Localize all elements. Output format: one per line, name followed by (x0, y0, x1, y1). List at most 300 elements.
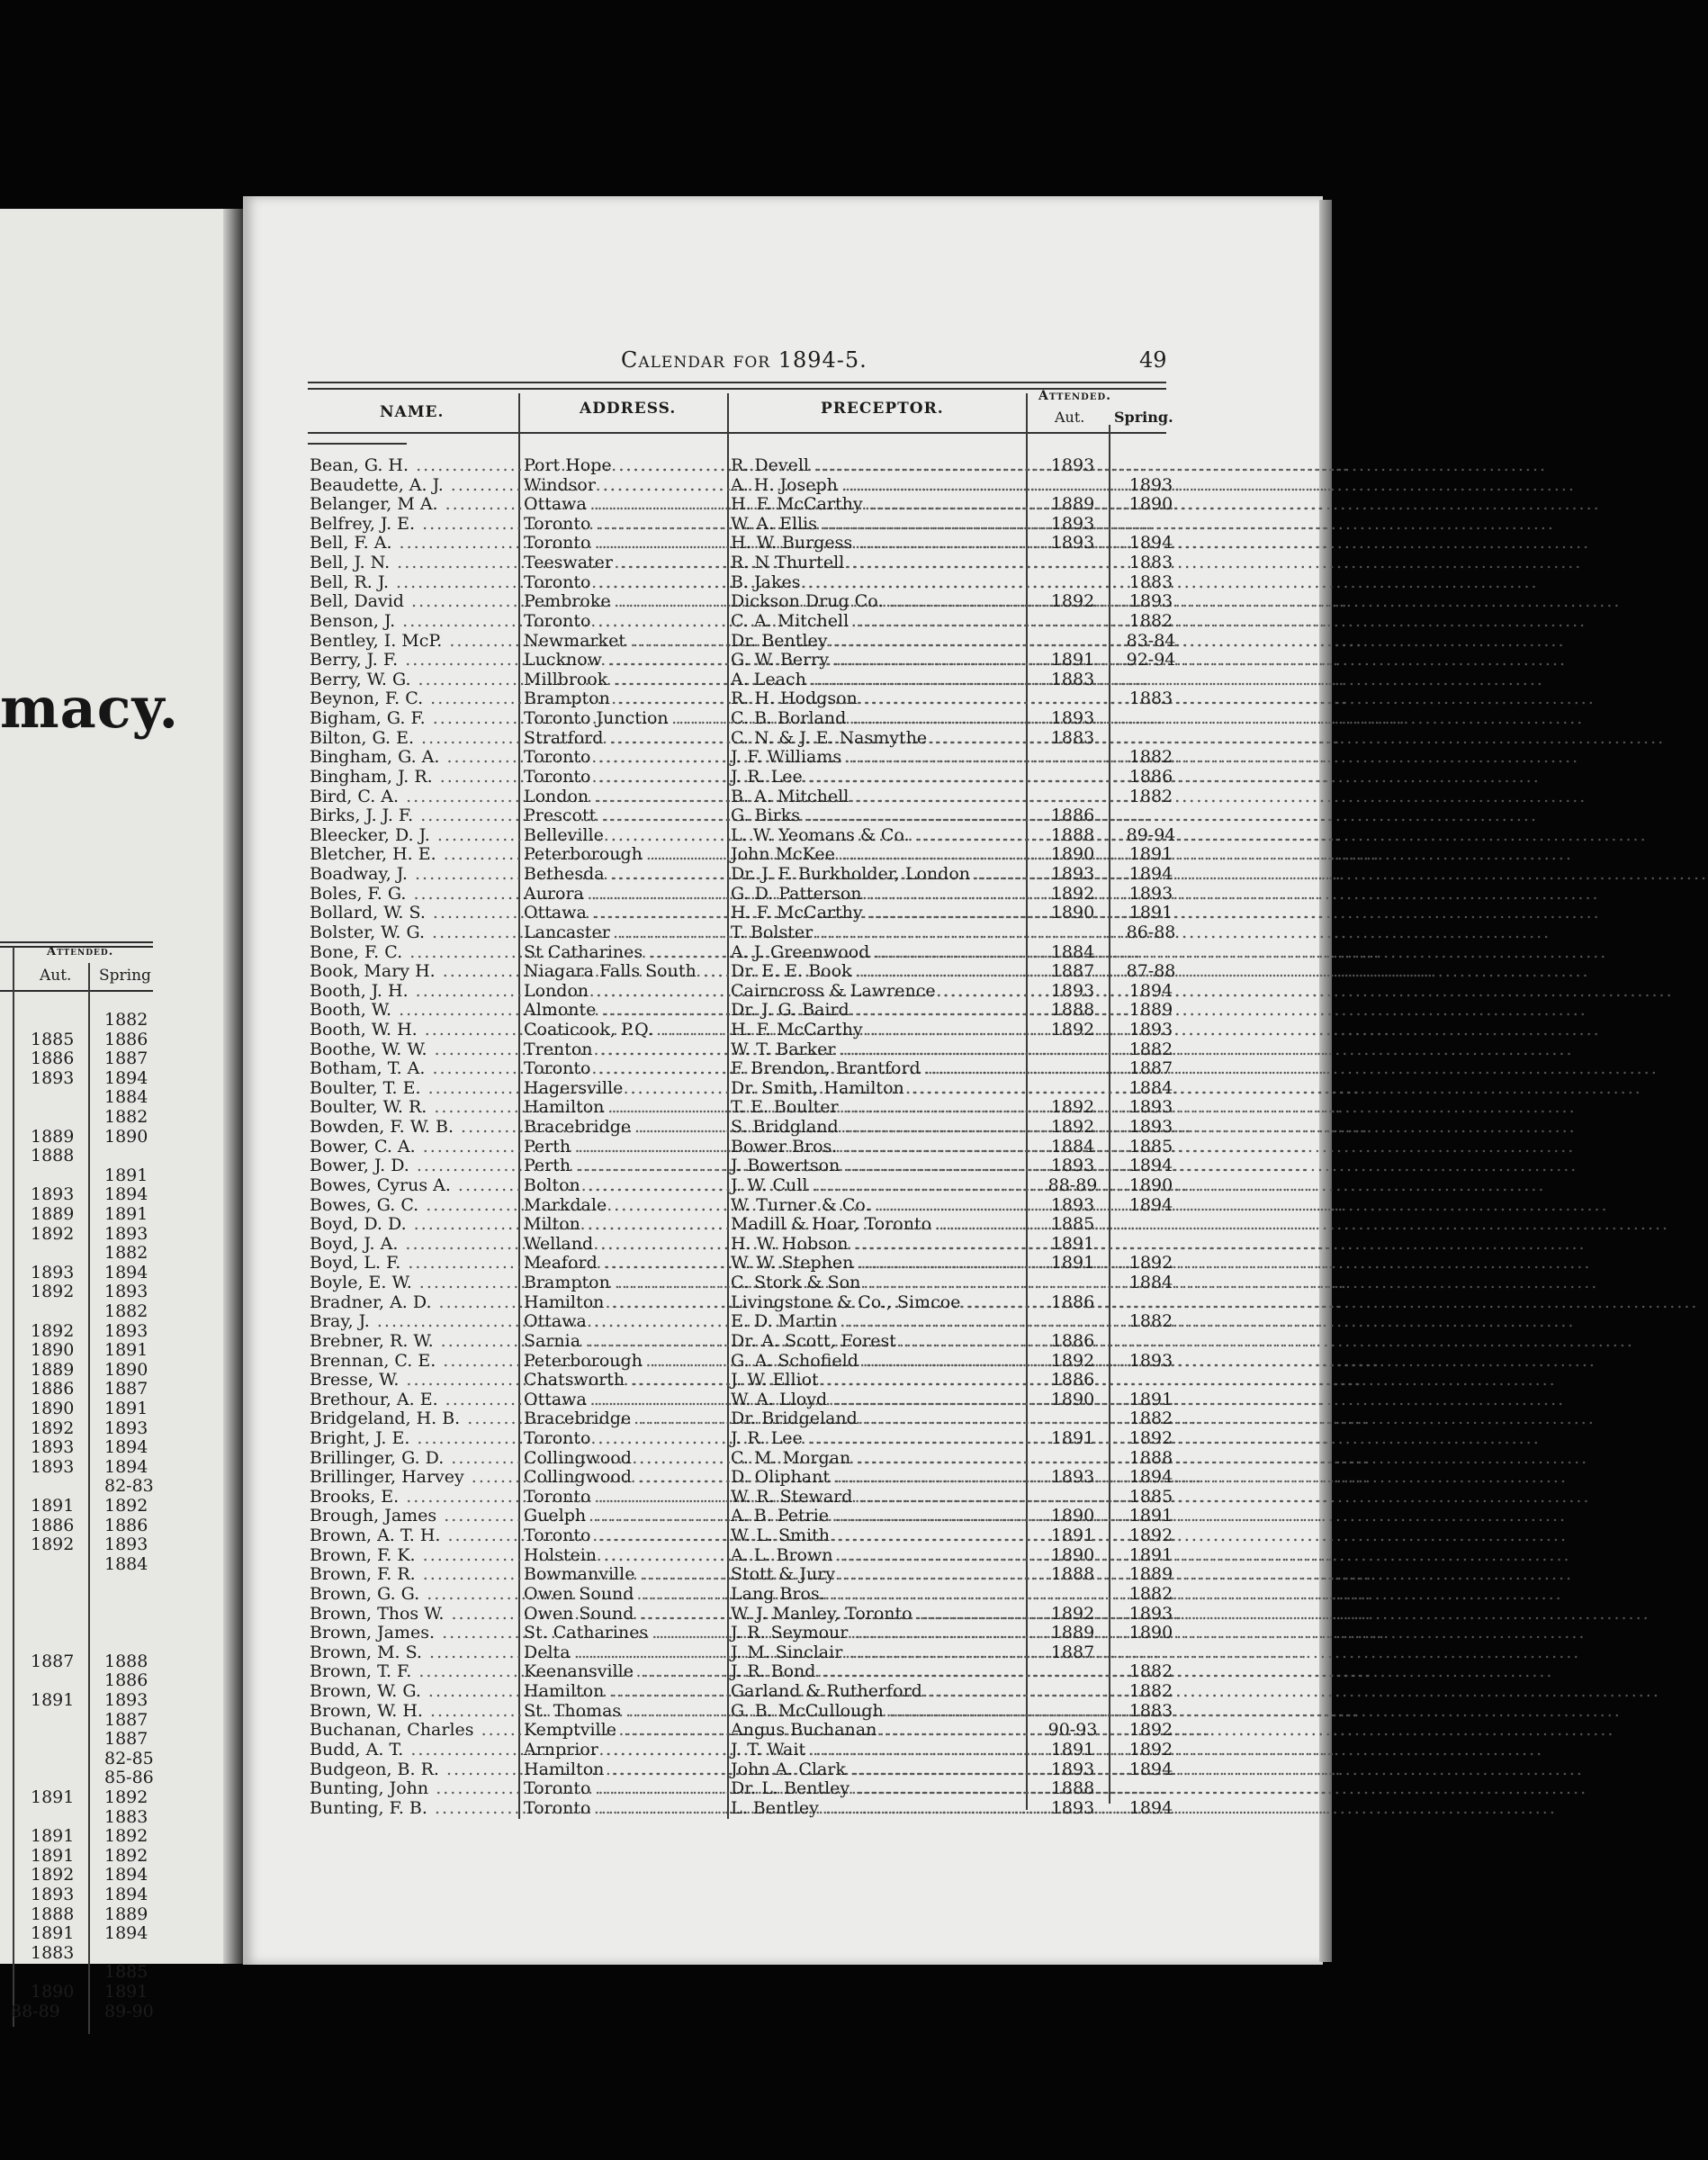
left-row-spring: 1894 (104, 1456, 148, 1477)
left-row-aut: 1883 (31, 1942, 75, 1963)
row-address: London ..... (524, 981, 726, 1001)
left-row-aut: 1893 (31, 1437, 75, 1458)
row-aut: 1892 (1050, 1097, 1095, 1118)
row-aut: 1891 (1050, 1739, 1095, 1760)
row-preceptor: C. N. & J. E. Nasmythe ..... (731, 728, 1037, 748)
row-address: Sarnia ..... (524, 1331, 726, 1351)
left-row-spring: 1892 (104, 1496, 148, 1516)
row-address: Chatsworth ..... (524, 1370, 726, 1390)
row-name: Boulter, T. E. ..... (310, 1078, 522, 1098)
row-spring: 1889 (1128, 1000, 1173, 1021)
row-name: Boyd, L. F. ..... (310, 1253, 522, 1273)
row-name: Buchanan, Charles ..... (310, 1720, 522, 1740)
row-name: Bright, J. E. ..... (310, 1428, 522, 1448)
row-address: Prescott ..... (524, 806, 726, 825)
left-row-aut: 1892 (31, 1534, 75, 1555)
left-row-spring: 1882 (104, 1243, 148, 1264)
row-preceptor: G. D. Patterson ..... (731, 884, 1037, 904)
left-row-spring: 85-86 (104, 1768, 154, 1788)
row-spring: 1885 (1128, 1136, 1173, 1156)
row-aut: 1891 (1050, 1428, 1095, 1448)
left-page (0, 209, 223, 2021)
row-address: Hamilton ..... (524, 1760, 726, 1779)
row-spring: 1894 (1128, 1759, 1173, 1779)
row-aut: 1891 (1050, 1233, 1095, 1254)
row-preceptor: Angus Buchanan ..... (731, 1720, 1037, 1740)
page-number: 49 (1139, 347, 1167, 373)
row-address: Aurora ..... (524, 884, 726, 904)
left-row-spring: 82-83 (104, 1476, 154, 1497)
row-name: Brebner, R. W. ..... (310, 1331, 522, 1351)
header-attended: Attended. (1038, 389, 1111, 403)
row-preceptor: J. F. Williams ..... (731, 747, 1037, 767)
row-address: Kemptville ..... (524, 1720, 726, 1740)
row-aut: 1890 (1050, 844, 1095, 865)
row-spring: 1892 (1128, 1720, 1173, 1741)
left-row-spring: 1891 (104, 1982, 148, 2002)
row-preceptor: H. F. McCarthy ..... (731, 903, 1037, 922)
row-address: St Catharines ..... (524, 942, 726, 962)
left-page-heading: macy. (0, 675, 180, 741)
row-name: Brown, F. R. ..... (310, 1564, 522, 1584)
row-name: Bradner, A. D. ..... (310, 1292, 522, 1312)
row-address: Bolton ..... (524, 1175, 726, 1195)
row-address: Toronto ..... (524, 1487, 726, 1507)
row-preceptor: L. W. Yeomans & Co. ..... (731, 825, 1037, 845)
row-aut: 1888 (1050, 1000, 1095, 1021)
left-row-spring: 1893 (104, 1690, 148, 1710)
row-aut: 1883 (1050, 727, 1095, 748)
left-col-divider-1 (13, 947, 14, 2027)
row-spring: 1887 (1128, 1058, 1173, 1079)
header-sub-rule (308, 443, 407, 445)
row-spring: 1893 (1128, 1350, 1173, 1371)
row-spring: 1883 (1128, 572, 1173, 592)
left-row-aut: 1890 (31, 1982, 75, 2002)
row-name: Bresse, W. ..... (310, 1370, 522, 1390)
row-name: Bigham, G. F. ..... (310, 708, 522, 728)
row-address: Toronto ..... (524, 1778, 726, 1798)
row-address: Toronto ..... (524, 1428, 726, 1448)
row-preceptor: Dr. J. G. Baird ..... (731, 1000, 1037, 1020)
row-aut: 1893 (1050, 455, 1095, 475)
row-spring: 1893 (1128, 1603, 1173, 1624)
row-address: Toronto ..... (524, 514, 726, 534)
left-header-bottom-rule (0, 990, 153, 992)
row-preceptor: H. W. Hobson ..... (731, 1234, 1037, 1254)
row-preceptor: Dr. Bridgeland ..... (731, 1408, 1037, 1428)
row-name: Boles, F. G. ..... (310, 884, 522, 904)
row-preceptor: C. M. Morgan ..... (731, 1448, 1037, 1468)
row-name: Berry, J. F. ..... (310, 650, 522, 670)
row-name: Brown, Thos W. ..... (310, 1604, 522, 1624)
row-spring: 1893 (1128, 883, 1173, 904)
row-preceptor: G. Birks ..... (731, 806, 1037, 825)
row-name: Boadway, J. ..... (310, 864, 522, 884)
left-row-aut: 1893 (31, 1067, 75, 1088)
row-spring: 1883 (1128, 553, 1173, 573)
left-row-aut: 1891 (31, 1845, 75, 1866)
row-spring: 1893 (1128, 591, 1173, 612)
row-preceptor: Garland & Rutherford ..... (731, 1681, 1037, 1701)
row-aut: 1893 (1050, 1194, 1095, 1215)
row-name: Bowes, Cyrus A. ..... (310, 1175, 522, 1195)
row-aut: 1883 (1050, 669, 1095, 689)
row-preceptor: Lang Bros. ..... (731, 1584, 1037, 1604)
row-name: Brennan, C. E. ..... (310, 1351, 522, 1371)
left-row-spring: 1893 (104, 1223, 148, 1244)
left-row-spring: 1891 (104, 1165, 148, 1185)
row-aut: 1889 (1050, 494, 1095, 515)
row-spring: 1894 (1128, 980, 1173, 1001)
row-spring: 1893 (1128, 1097, 1173, 1118)
row-address: Milton ..... (524, 1214, 726, 1234)
left-row-spring: 1886 (104, 1670, 148, 1691)
row-address: Lucknow ..... (524, 650, 726, 670)
row-preceptor: A. H. Joseph ..... (731, 475, 1037, 495)
row-name: Brillinger, G. D. ..... (310, 1448, 522, 1468)
row-aut: 1893 (1050, 513, 1095, 534)
row-aut: 1892 (1050, 1117, 1095, 1138)
row-spring: 1890 (1128, 1623, 1173, 1643)
row-preceptor: Bower Bros. ..... (731, 1137, 1037, 1156)
left-row-aut: 1891 (31, 1923, 75, 1944)
left-row-spring: 1892 (104, 1826, 148, 1847)
row-aut: 1886 (1050, 1370, 1095, 1390)
left-row-aut: 1892 (31, 1418, 75, 1438)
left-row-aut: 1890 (31, 1340, 75, 1361)
row-preceptor: E. D. Martin ..... (731, 1311, 1037, 1331)
left-row-spring: 1889 (104, 1904, 148, 1924)
left-row-spring: 1894 (104, 1437, 148, 1458)
row-name: Book, Mary H. ..... (310, 961, 522, 981)
left-row-spring: 1893 (104, 1320, 148, 1341)
row-address: Toronto Junction ..... (524, 708, 726, 728)
row-aut: 1885 (1050, 1214, 1095, 1235)
row-spring: 1890 (1128, 1174, 1173, 1195)
running-title: Calendar for 1894-5. (621, 347, 867, 373)
left-row-aut: 1893 (31, 1262, 75, 1282)
row-aut: 1890 (1050, 1389, 1095, 1409)
row-spring: 1891 (1128, 1506, 1173, 1526)
table-top-rule-2 (308, 388, 1166, 390)
left-row-spring: 1884 (104, 1087, 148, 1108)
left-row-spring: 1890 (104, 1126, 148, 1147)
left-row-spring: 1894 (104, 1262, 148, 1282)
row-name: Beynon, F. C. ..... (310, 688, 522, 708)
row-address: St. Catharines ..... (524, 1623, 726, 1642)
row-address: Holstein ..... (524, 1545, 726, 1565)
row-spring: 1883 (1128, 688, 1173, 709)
row-address: Toronto ..... (524, 1798, 726, 1818)
left-row-spring: 1883 (104, 1806, 148, 1827)
row-name: Boyd, D. D. ..... (310, 1214, 522, 1234)
row-spring: 1882 (1128, 786, 1173, 806)
left-row-spring: 1886 (104, 1029, 148, 1049)
row-preceptor: Dr. Smith, Hamilton ..... (731, 1078, 1037, 1098)
row-address: Toronto ..... (524, 1526, 726, 1545)
row-preceptor: J. R. Bond ..... (731, 1661, 1037, 1681)
row-aut: 1890 (1050, 1506, 1095, 1526)
row-preceptor: J. Bowertson ..... (731, 1156, 1037, 1175)
left-row-aut: 1891 (31, 1826, 75, 1847)
row-name: Boulter, W. R. ..... (310, 1097, 522, 1117)
row-preceptor: W. L. Smith ..... (731, 1526, 1037, 1545)
row-spring: 1891 (1128, 1544, 1173, 1565)
row-address: Meaford ..... (524, 1253, 726, 1273)
row-name: Bingham, G. A. ..... (310, 747, 522, 767)
row-name: Bollard, W. S. ..... (310, 903, 522, 922)
row-name: Benson, J. ..... (310, 611, 522, 631)
row-address: Coaticook, P.Q. ..... (524, 1020, 726, 1040)
row-spring: 1893 (1128, 474, 1173, 495)
row-address: Brampton ..... (524, 688, 726, 708)
row-aut: 1893 (1050, 533, 1095, 554)
row-spring: 1884 (1128, 1273, 1173, 1293)
row-preceptor: A. J. Greenwood ..... (731, 942, 1037, 962)
row-spring: 1894 (1128, 1467, 1173, 1488)
row-preceptor: G. W. Berry ..... (731, 650, 1037, 670)
row-spring: 92-94 (1126, 650, 1176, 670)
row-name: Belfrey, J. E. ..... (310, 514, 522, 534)
row-preceptor: C. B. Borland ..... (731, 708, 1037, 728)
row-address: Niagara Falls South ..... (524, 961, 726, 981)
row-spring: 1894 (1128, 1797, 1173, 1818)
row-preceptor: F. Brendon, Brantford ..... (731, 1058, 1037, 1078)
row-preceptor: Dr. Bentley ..... (731, 631, 1037, 651)
row-preceptor: H. F. McCarthy ..... (731, 494, 1037, 514)
row-aut: 1884 (1050, 1136, 1095, 1156)
left-row-aut: 1887 (31, 1651, 75, 1671)
row-preceptor: Dr. A. Scott, Forest ..... (731, 1331, 1037, 1351)
row-address: Toronto ..... (524, 611, 726, 631)
row-preceptor: Madill & Hoar, Toronto ..... (731, 1214, 1037, 1234)
row-preceptor: W. W. Stephen ..... (731, 1253, 1037, 1273)
row-aut: 1888 (1050, 824, 1095, 845)
row-address: Hagersville ..... (524, 1078, 726, 1098)
left-row-aut: 1893 (31, 1456, 75, 1477)
row-address: Windsor ..... (524, 475, 726, 495)
row-address: Lancaster ..... (524, 922, 726, 942)
row-preceptor: J. W. Elliot ..... (731, 1370, 1037, 1390)
row-preceptor: C. A. Mitchell ..... (731, 611, 1037, 631)
row-address: Delta ..... (524, 1642, 726, 1662)
row-preceptor: J. M. Sinclair ..... (731, 1642, 1037, 1662)
row-aut: 1887 (1050, 961, 1095, 982)
row-aut: 1892 (1050, 1350, 1095, 1371)
row-aut: 1886 (1050, 1292, 1095, 1312)
row-preceptor: H. F. McCarthy ..... (731, 1020, 1037, 1040)
left-row-spring: 1894 (104, 1865, 148, 1886)
row-name: Belanger, M A. ..... (310, 494, 522, 514)
left-row-spring: 1887 (104, 1048, 148, 1069)
left-spring-label: Spring (99, 967, 151, 985)
row-address: Peterborough ..... (524, 844, 726, 864)
row-aut: 1888 (1050, 1778, 1095, 1799)
row-address: Bracebridge ..... (524, 1408, 726, 1428)
row-name: Brown, M. S. ..... (310, 1642, 522, 1662)
row-aut: 1893 (1050, 864, 1095, 885)
row-aut: 1892 (1050, 1603, 1095, 1624)
row-name: Bleecker, D. J. ..... (310, 825, 522, 845)
row-address: Markdale ..... (524, 1195, 726, 1215)
row-aut: 1892 (1050, 883, 1095, 904)
left-row-spring: 1893 (104, 1418, 148, 1438)
left-row-aut: 1889 (31, 1359, 75, 1380)
row-preceptor: A. B. Petrie ..... (731, 1506, 1037, 1526)
header-spring: Spring. (1114, 409, 1173, 426)
row-spring: 1891 (1128, 844, 1173, 865)
row-name: Bower, C. A. ..... (310, 1137, 522, 1156)
left-row-spring: 1882 (104, 1107, 148, 1127)
row-preceptor: J. R. Lee ..... (731, 1428, 1037, 1448)
row-address: Bracebridge ..... (524, 1117, 726, 1137)
row-address: St. Thomas ..... (524, 1701, 726, 1721)
left-row-spring: 1892 (104, 1845, 148, 1866)
row-name: Bowden, F. W. B. ..... (310, 1117, 522, 1137)
row-address: Bethesda ..... (524, 864, 726, 884)
row-address: Perth ..... (524, 1137, 726, 1156)
row-spring: 87-88 (1126, 961, 1176, 982)
row-preceptor: Livingstone & Co., Simcoe ..... (731, 1292, 1037, 1312)
row-spring: 1891 (1128, 903, 1173, 923)
row-spring: 1888 (1128, 1447, 1173, 1468)
row-spring: 1892 (1128, 1739, 1173, 1760)
row-name: Bell, J. N. ..... (310, 553, 522, 572)
row-name: Boyle, E. W. ..... (310, 1273, 522, 1292)
row-name: Bell, David ..... (310, 591, 522, 611)
row-preceptor: J. R. Seymour ..... (731, 1623, 1037, 1642)
row-address: Arnprior ..... (524, 1740, 726, 1760)
row-name: Bilton, G. E. ..... (310, 728, 522, 748)
row-spring: 1891 (1128, 1389, 1173, 1409)
row-name: Beaudette, A. J. ..... (310, 475, 522, 495)
row-name: Budgeon, B. R. ..... (310, 1760, 522, 1779)
left-row-spring: 1890 (104, 1359, 148, 1380)
row-spring: 1882 (1128, 1408, 1173, 1429)
left-row-spring: 1887 (104, 1729, 148, 1750)
row-preceptor: Dr. J. F. Burkholder, London ..... (731, 864, 1037, 884)
row-preceptor: R. H. Hodgson ..... (731, 688, 1037, 708)
row-aut: 1890 (1050, 903, 1095, 923)
row-aut: 1891 (1050, 1526, 1095, 1546)
left-row-aut: 1891 (31, 1690, 75, 1710)
left-row-aut: 1886 (31, 1515, 75, 1535)
row-spring: 1892 (1128, 1526, 1173, 1546)
left-row-spring: 1891 (104, 1340, 148, 1361)
row-name: Brown, A. T. H. ..... (310, 1526, 522, 1545)
row-preceptor: D. Oliphant ..... (731, 1467, 1037, 1487)
left-row-spring: 1892 (104, 1787, 148, 1807)
left-row-aut: 1889 (31, 1126, 75, 1147)
left-row-spring: 1893 (104, 1282, 148, 1302)
header-bottom-rule (308, 432, 1166, 434)
row-name: Boothe, W. W. ..... (310, 1040, 522, 1059)
row-aut: 1892 (1050, 591, 1095, 612)
left-row-spring: 1888 (104, 1651, 148, 1671)
row-spring: 1886 (1128, 766, 1173, 787)
row-address: Almonte ..... (524, 1000, 726, 1020)
row-spring: 83-84 (1126, 630, 1176, 651)
row-spring: 1882 (1128, 610, 1173, 631)
row-preceptor: W. J. Manley, Toronto ..... (731, 1604, 1037, 1624)
row-aut: 1893 (1050, 1759, 1095, 1779)
row-spring: 1892 (1128, 1428, 1173, 1448)
row-name: Berry, W. G. ..... (310, 670, 522, 689)
left-row-aut: 1889 (31, 1204, 75, 1224)
left-aut-label: Aut. (40, 967, 72, 985)
row-name: Birks, J. J. F. ..... (310, 806, 522, 825)
left-row-aut: 1885 (31, 1029, 75, 1049)
row-preceptor: S. Bridgland ..... (731, 1117, 1037, 1137)
row-name: Bone, F. C. ..... (310, 942, 522, 962)
left-row-spring: 1894 (104, 1885, 148, 1904)
left-row-aut: 1886 (31, 1048, 75, 1069)
left-row-spring: 1886 (104, 1515, 148, 1535)
row-aut: 90-93 (1047, 1720, 1098, 1741)
row-address: Belleville ..... (524, 825, 726, 845)
left-row-aut: 1891 (31, 1787, 75, 1807)
row-spring: 1882 (1128, 1681, 1173, 1702)
row-name: Brooks, E. ..... (310, 1487, 522, 1507)
row-address: Pembroke ..... (524, 591, 726, 611)
row-preceptor: Dr. L. Bentley ..... (731, 1778, 1037, 1798)
left-header-top-rule (0, 941, 153, 943)
row-address: Toronto ..... (524, 572, 726, 592)
left-row-spring: 1894 (104, 1923, 148, 1944)
row-preceptor: G. A. Schofield ..... (731, 1351, 1037, 1371)
row-name: Botham, T. A. ..... (310, 1058, 522, 1078)
row-preceptor: W. R. Steward ..... (731, 1487, 1037, 1507)
row-address: Stratford ..... (524, 728, 726, 748)
left-row-spring: 1894 (104, 1184, 148, 1205)
left-row-aut: 1888 (31, 1146, 75, 1166)
row-name: Booth, W. ..... (310, 1000, 522, 1020)
left-row-spring: 1887 (104, 1709, 148, 1730)
row-address: Peterborough ..... (524, 1351, 726, 1371)
row-name: Bell, F. A. ..... (310, 533, 522, 553)
row-preceptor: A. Leach ..... (731, 670, 1037, 689)
row-preceptor: R. Devell ..... (731, 455, 1037, 475)
row-spring: 1894 (1128, 1156, 1173, 1176)
row-spring: 1883 (1128, 1700, 1173, 1721)
row-address: Teeswater ..... (524, 553, 726, 572)
left-row-aut: 1890 (31, 1399, 75, 1418)
left-row-aut: 1892 (31, 1282, 75, 1302)
left-row-aut: 1886 (31, 1379, 75, 1400)
row-spring: 1893 (1128, 1117, 1173, 1138)
row-aut: 1889 (1050, 1623, 1095, 1643)
row-address: Keenansville ..... (524, 1661, 726, 1681)
row-name: Bunting, John ..... (310, 1778, 522, 1798)
row-address: Collingwood ..... (524, 1467, 726, 1487)
row-name: Brown, W. H. ..... (310, 1701, 522, 1721)
row-preceptor: John A. Clark ..... (731, 1760, 1037, 1779)
row-address: Hamilton ..... (524, 1681, 726, 1701)
row-address: Guelph ..... (524, 1506, 726, 1526)
row-name: Bird, C. A. ..... (310, 787, 522, 806)
row-aut: 1886 (1050, 1330, 1095, 1351)
row-name: Brethour, A. E. ..... (310, 1390, 522, 1409)
row-address: Toronto ..... (524, 533, 726, 553)
row-spring: 1893 (1128, 1019, 1173, 1040)
left-row-aut: 1892 (31, 1865, 75, 1886)
row-spring: 1884 (1128, 1077, 1173, 1098)
row-name: Brillinger, Harvey ..... (310, 1467, 522, 1487)
left-row-spring: 1891 (104, 1399, 148, 1418)
left-row-spring: 1894 (104, 1067, 148, 1088)
left-row-spring: 82-85 (104, 1748, 154, 1768)
